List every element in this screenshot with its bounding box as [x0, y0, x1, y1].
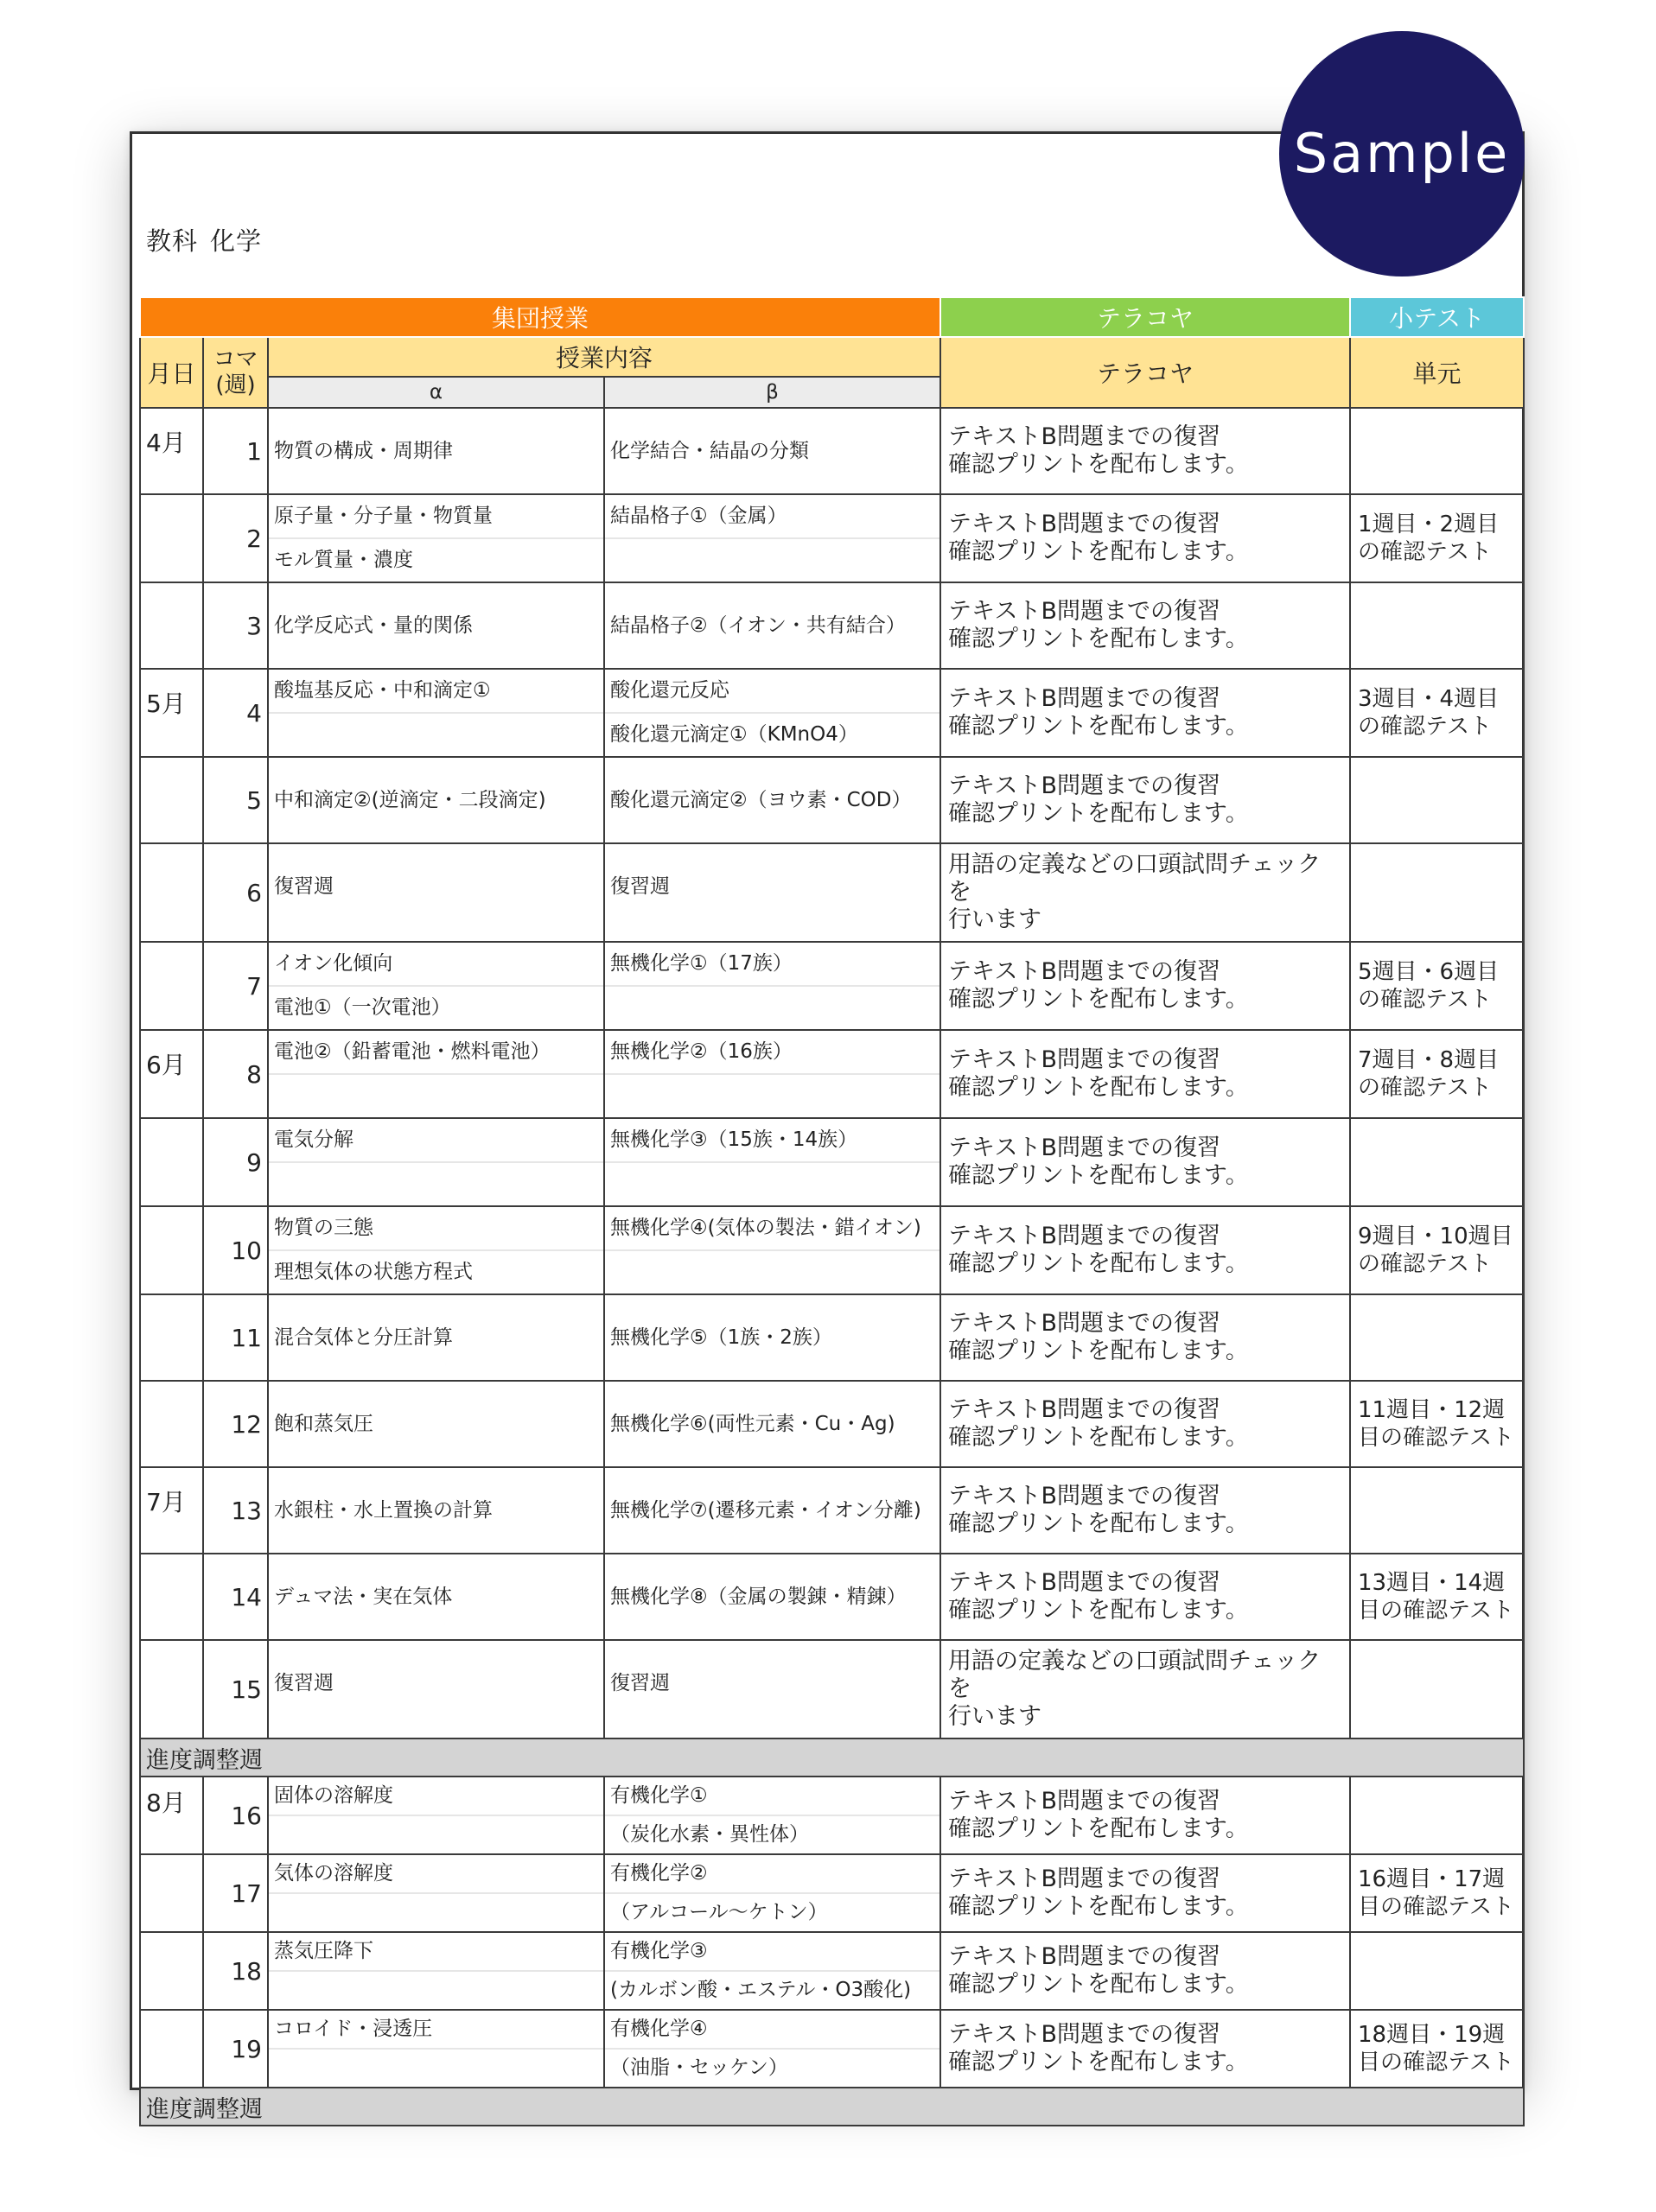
beta-cell	[604, 1030, 940, 1118]
unit-test-cell: 11週目・12週 目の確認テスト	[1350, 1381, 1524, 1467]
unit-test-cell: 9週目・10週目 の確認テスト	[1350, 1206, 1524, 1294]
category-band-row	[140, 297, 1524, 337]
lesson-line: 化学結合・結晶の分類	[610, 440, 809, 462]
lesson-line: 有機化学④	[605, 2011, 939, 2049]
header-alpha: α	[268, 377, 604, 408]
lesson-line: 無機化学①（17族）	[605, 943, 939, 986]
alpha-cell	[268, 1640, 604, 1738]
week-number: 3	[203, 582, 268, 669]
month-cell	[140, 2010, 203, 2088]
lesson-line: 電気分解	[269, 1119, 603, 1162]
beta-cell	[604, 1381, 940, 1467]
lesson-line: 無機化学⑦(遷移元素・イオン分離)	[610, 1499, 921, 1522]
terakoya-band: テラコヤ	[940, 297, 1350, 337]
beta-cell	[604, 1554, 940, 1640]
terakoya-note: テキストB問題までの復習 確認プリントを配布します。	[940, 757, 1350, 843]
lesson-line: 酸化還元滴定①（KMnO4）	[605, 713, 939, 756]
terakoya-note: 用語の定義などの口頭試問チェックを 行います	[940, 843, 1350, 942]
lesson-line	[605, 1250, 939, 1294]
month-cell	[140, 1932, 203, 2010]
unit-test-cell	[1350, 582, 1524, 669]
lesson-line: 復習週	[274, 1672, 334, 1694]
lesson-line: 固体の溶解度	[269, 1777, 603, 1815]
month-cell: 8月	[140, 1777, 203, 1854]
lesson-line: 飽和蒸気圧	[274, 1413, 373, 1435]
month-cell	[140, 1554, 203, 1640]
terakoya-note: テキストB問題までの復習 確認プリントを配布します。	[940, 1294, 1350, 1381]
alpha-cell	[268, 843, 604, 942]
lesson-line: 理想気体の状態方程式	[269, 1250, 603, 1294]
header-beta: β	[604, 377, 940, 408]
alpha-cell	[268, 582, 604, 669]
week-number: 5	[203, 757, 268, 843]
schedule-row	[140, 494, 1524, 582]
unit-test-cell: 16週目・17週 目の確認テスト	[1350, 1854, 1524, 1932]
schedule-row	[140, 1777, 1524, 1854]
week-number: 1	[203, 408, 268, 494]
header-date: 月日	[140, 337, 203, 408]
week-number: 10	[203, 1206, 268, 1294]
sample-watermark: Sample	[1279, 31, 1525, 276]
month-cell	[140, 1381, 203, 1467]
unit-test-cell	[1350, 1640, 1524, 1738]
schedule-row	[140, 942, 1524, 1030]
lesson-line	[605, 986, 939, 1029]
subject-key: 教科	[146, 226, 199, 256]
lesson-line: 有機化学③	[605, 1933, 939, 1971]
alpha-cell	[268, 2010, 604, 2088]
beta-cell	[604, 582, 940, 669]
beta-cell	[604, 1777, 940, 1854]
unit-test-cell: 1週目・2週目 の確認テスト	[1350, 494, 1524, 582]
week-number: 18	[203, 1932, 268, 2010]
lesson-line: 化学反応式・量的関係	[274, 614, 473, 637]
schedule-row	[140, 843, 1524, 942]
terakoya-note: テキストB問題までの復習 確認プリントを配布します。	[940, 2010, 1350, 2088]
lesson-line: 結晶格子②（イオン・共有結合）	[610, 614, 906, 637]
header-terakoya: テラコヤ	[940, 337, 1350, 408]
terakoya-note: テキストB問題までの復習 確認プリントを配布します。	[940, 1932, 1350, 2010]
terakoya-note: テキストB問題までの復習 確認プリントを配布します。	[940, 1030, 1350, 1118]
week-number: 14	[203, 1554, 268, 1640]
terakoya-note: テキストB問題までの復習 確認プリントを配布します。	[940, 1467, 1350, 1554]
alpha-cell	[268, 1932, 604, 2010]
adjustment-week-row	[140, 2088, 1524, 2126]
week-number: 9	[203, 1118, 268, 1206]
lesson-line: 酸化還元反応	[605, 670, 939, 713]
header-row	[140, 337, 1524, 377]
adjustment-week-label: 進度調整週	[140, 2088, 1524, 2126]
lesson-line: 無機化学②（16族）	[605, 1031, 939, 1074]
month-cell: 4月	[140, 408, 203, 494]
beta-cell	[604, 843, 940, 942]
lesson-line: （油脂・セッケン）	[605, 2049, 939, 2087]
alpha-cell	[268, 1854, 604, 1932]
alpha-cell	[268, 757, 604, 843]
alpha-cell	[268, 1030, 604, 1118]
month-cell	[140, 1294, 203, 1381]
beta-cell	[604, 1932, 940, 2010]
lesson-line: 有機化学②	[605, 1855, 939, 1893]
lesson-line	[269, 1971, 603, 2009]
lesson-line: 復習週	[274, 875, 334, 898]
lesson-line: 有機化学①	[605, 1777, 939, 1815]
schedule-table	[139, 296, 1525, 2126]
lesson-line: 無機化学③（15族・14族）	[605, 1119, 939, 1162]
lesson-line: 混合気体と分圧計算	[274, 1326, 453, 1349]
lesson-line: 気体の溶解度	[269, 1855, 603, 1893]
schedule-row	[140, 1932, 1524, 2010]
lesson-line: 無機化学⑥(両性元素・Cu・Ag)	[610, 1413, 895, 1435]
schedule-row	[140, 1206, 1524, 1294]
week-number: 4	[203, 669, 268, 757]
unit-test-cell	[1350, 408, 1524, 494]
group-lesson-band: 集団授業	[140, 297, 940, 337]
lesson-line: イオン化傾向	[269, 943, 603, 986]
month-cell	[140, 1118, 203, 1206]
week-number: 12	[203, 1381, 268, 1467]
terakoya-note: テキストB問題までの復習 確認プリントを配布します。	[940, 582, 1350, 669]
unit-test-cell: 7週目・8週目 の確認テスト	[1350, 1030, 1524, 1118]
adjustment-week-label: 進度調整週	[140, 1738, 1524, 1777]
terakoya-note: テキストB問題までの復習 確認プリントを配布します。	[940, 1854, 1350, 1932]
beta-cell	[604, 494, 940, 582]
lesson-line: 酸化還元滴定②（ヨウ素・COD）	[610, 789, 912, 811]
schedule-row	[140, 1381, 1524, 1467]
header-content: 授業内容	[268, 337, 940, 377]
terakoya-note: テキストB問題までの復習 確認プリントを配布します。	[940, 669, 1350, 757]
unit-test-cell: 13週目・14週 目の確認テスト	[1350, 1554, 1524, 1640]
lesson-line: 結晶格子①（金属）	[605, 495, 939, 538]
lesson-line: (カルボン酸・エステル・O3酸化)	[605, 1971, 939, 2009]
lesson-line: 無機化学⑧（金属の製錬・精錬）	[610, 1586, 907, 1608]
terakoya-note: テキストB問題までの復習 確認プリントを配布します。	[940, 1777, 1350, 1854]
lesson-line	[605, 538, 939, 582]
schedule-row	[140, 1030, 1524, 1118]
header-koma: コマ (週)	[203, 337, 268, 408]
unit-test-cell	[1350, 1932, 1524, 2010]
week-number: 7	[203, 942, 268, 1030]
lesson-line	[269, 1074, 603, 1117]
beta-cell	[604, 757, 940, 843]
unit-test-cell	[1350, 1118, 1524, 1206]
month-cell	[140, 1206, 203, 1294]
lesson-line	[269, 1815, 603, 1853]
schedule-row	[140, 582, 1524, 669]
lesson-line: 無機化学⑤（1族・2族）	[610, 1326, 832, 1349]
schedule-row	[140, 757, 1524, 843]
schedule-row	[140, 1294, 1524, 1381]
alpha-cell	[268, 1554, 604, 1640]
beta-cell	[604, 408, 940, 494]
schedule-row	[140, 669, 1524, 757]
alpha-cell	[268, 1381, 604, 1467]
lesson-line: 物質の三態	[269, 1207, 603, 1250]
beta-cell	[604, 1467, 940, 1554]
schedule-row	[140, 1467, 1524, 1554]
month-cell: 6月	[140, 1030, 203, 1118]
alpha-cell	[268, 408, 604, 494]
schedule-row	[140, 1554, 1524, 1640]
month-cell	[140, 1640, 203, 1738]
terakoya-note: テキストB問題までの復習 確認プリントを配布します。	[940, 1206, 1350, 1294]
alpha-cell	[268, 1118, 604, 1206]
week-number: 13	[203, 1467, 268, 1554]
unit-test-cell	[1350, 757, 1524, 843]
unit-test-cell: 18週目・19週 目の確認テスト	[1350, 2010, 1524, 2088]
week-number: 19	[203, 2010, 268, 2088]
terakoya-note: テキストB問題までの復習 確認プリントを配布します。	[940, 1554, 1350, 1640]
week-number: 2	[203, 494, 268, 582]
week-number: 11	[203, 1294, 268, 1381]
unit-test-cell: 3週目・4週目 の確認テスト	[1350, 669, 1524, 757]
unit-test-cell	[1350, 1294, 1524, 1381]
alpha-cell	[268, 1467, 604, 1554]
alpha-cell	[268, 942, 604, 1030]
terakoya-note: 用語の定義などの口頭試問チェックを 行います	[940, 1640, 1350, 1738]
month-cell: 7月	[140, 1467, 203, 1554]
lesson-line: （アルコール～ケトン）	[605, 1893, 939, 1931]
subject-label	[146, 222, 262, 257]
terakoya-note: テキストB問題までの復習 確認プリントを配布します。	[940, 494, 1350, 582]
beta-cell	[604, 1294, 940, 1381]
schedule-row	[140, 1854, 1524, 1932]
lesson-line: 電池①（一次電池）	[269, 986, 603, 1029]
lesson-line	[269, 1893, 603, 1931]
subject-value: 化学	[210, 226, 263, 256]
beta-cell	[604, 2010, 940, 2088]
alpha-cell	[268, 494, 604, 582]
terakoya-note: テキストB問題までの復習 確認プリントを配布します。	[940, 1381, 1350, 1467]
lesson-line	[605, 1162, 939, 1205]
beta-cell	[604, 669, 940, 757]
unit-test-cell	[1350, 1777, 1524, 1854]
lesson-line: 中和滴定②(逆滴定・二段滴定)	[274, 789, 546, 811]
terakoya-note: テキストB問題までの復習 確認プリントを配布します。	[940, 408, 1350, 494]
week-number: 16	[203, 1777, 268, 1854]
week-number: 17	[203, 1854, 268, 1932]
month-cell	[140, 1854, 203, 1932]
unit-test-cell	[1350, 843, 1524, 942]
alpha-cell	[268, 669, 604, 757]
lesson-line	[269, 2049, 603, 2087]
beta-cell	[604, 1206, 940, 1294]
lesson-line	[269, 1162, 603, 1205]
beta-cell	[604, 1854, 940, 1932]
month-cell	[140, 843, 203, 942]
small-test-band: 小テスト	[1350, 297, 1524, 337]
beta-cell	[604, 1118, 940, 1206]
schedule-row	[140, 408, 1524, 494]
month-cell	[140, 582, 203, 669]
lesson-line: 水銀柱・水上置換の計算	[274, 1499, 493, 1522]
header-unit: 単元	[1350, 337, 1524, 408]
lesson-line	[269, 713, 603, 756]
month-cell	[140, 757, 203, 843]
lesson-line: （炭化水素・異性体）	[605, 1815, 939, 1853]
month-cell	[140, 942, 203, 1030]
adjustment-week-row	[140, 1738, 1524, 1777]
beta-cell	[604, 942, 940, 1030]
lesson-line: 復習週	[610, 875, 670, 898]
lesson-line: モル質量・濃度	[269, 538, 603, 582]
lesson-line: 酸塩基反応・中和滴定①	[269, 670, 603, 713]
beta-cell	[604, 1640, 940, 1738]
month-cell	[140, 494, 203, 582]
lesson-line: 蒸気圧降下	[269, 1933, 603, 1971]
schedule-row	[140, 1640, 1524, 1738]
lesson-line: 無機化学④(気体の製法・錯イオン)	[605, 1207, 939, 1250]
terakoya-note: テキストB問題までの復習 確認プリントを配布します。	[940, 942, 1350, 1030]
week-number: 6	[203, 843, 268, 942]
alpha-cell	[268, 1206, 604, 1294]
lesson-line: 復習週	[610, 1672, 670, 1694]
schedule-row	[140, 2010, 1524, 2088]
lesson-line: 物質の構成・周期律	[274, 440, 453, 462]
schedule-row	[140, 1118, 1524, 1206]
lesson-line: 原子量・分子量・物質量	[269, 495, 603, 538]
lesson-line: コロイド・浸透圧	[269, 2011, 603, 2049]
month-cell: 5月	[140, 669, 203, 757]
lesson-line: デュマ法・実在気体	[274, 1586, 453, 1608]
week-number: 8	[203, 1030, 268, 1118]
lesson-line	[605, 1074, 939, 1117]
schedule-sheet	[130, 131, 1525, 2123]
unit-test-cell: 5週目・6週目 の確認テスト	[1350, 942, 1524, 1030]
terakoya-note: テキストB問題までの復習 確認プリントを配布します。	[940, 1118, 1350, 1206]
unit-test-cell	[1350, 1467, 1524, 1554]
lesson-line: 電池②（鉛蓄電池・燃料電池）	[269, 1031, 603, 1074]
week-number: 15	[203, 1640, 268, 1738]
alpha-cell	[268, 1777, 604, 1854]
alpha-cell	[268, 1294, 604, 1381]
